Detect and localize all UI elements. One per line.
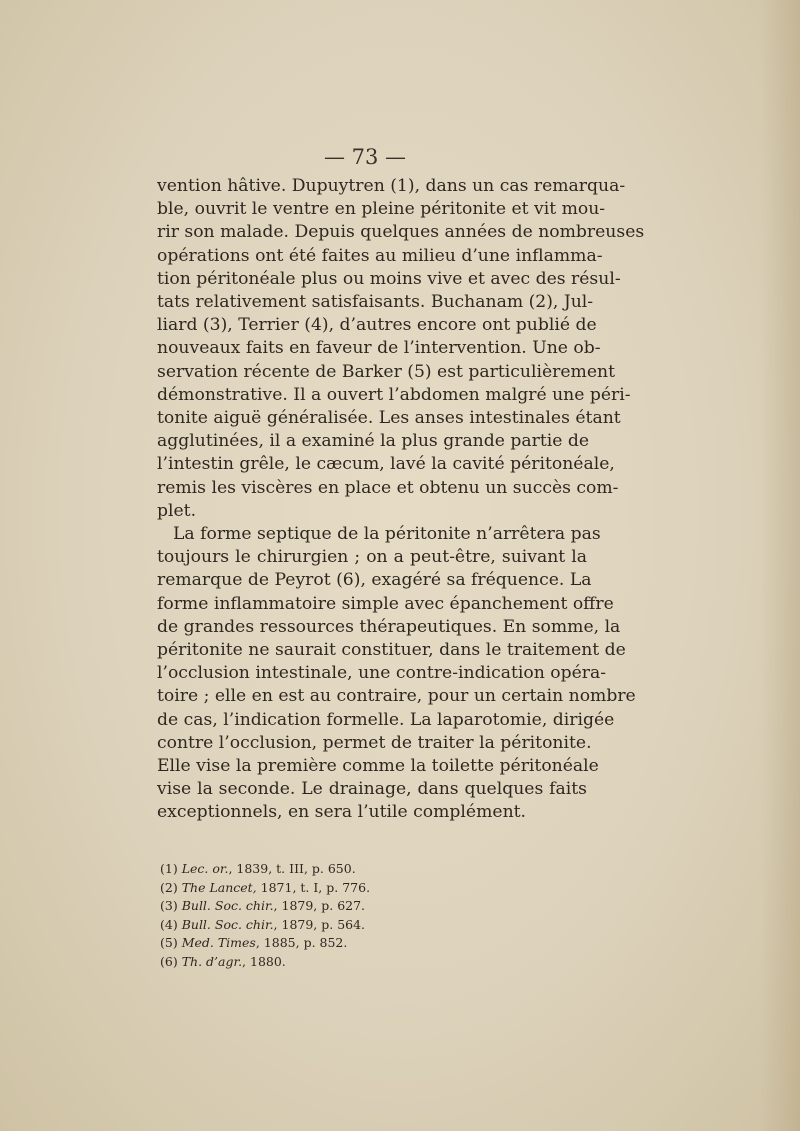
- footnote: [160, 916, 370, 935]
- text-line: démonstrative. Il a ouvert l’abdomen malgré une péri-: [157, 384, 631, 405]
- text-line: agglutinées, il a examiné la plus grande partie de: [157, 431, 590, 452]
- footnote: [160, 953, 370, 972]
- footnote-number: (5): [160, 935, 178, 951]
- page-edge-shadow: [760, 0, 800, 1131]
- footnote-number: (6): [160, 953, 178, 969]
- footnote-number: (3): [160, 898, 178, 914]
- footnote-source: Bull. Soc. chir.: [181, 916, 274, 932]
- footnote: [160, 897, 370, 916]
- text-line: toujours le chirurgien ; on a peut-être, suivant la: [157, 547, 587, 568]
- text-line: La forme septique de la péritonite n’arrêtera pas: [173, 524, 601, 545]
- footnote-source: Lec. or.: [181, 861, 229, 876]
- text-line: remarque de Peyrot (6), exagéré sa fréquence. La: [157, 570, 592, 591]
- text-line: tonite aiguë généralisée. Les anses intestinales étant: [157, 408, 621, 429]
- text-line: servation récente de Barker (5) est particulièrement: [157, 361, 615, 382]
- text-line: de cas, l’indication formelle. La laparotomie, dirigée: [157, 709, 615, 730]
- text-line: ble, ouvrit le ventre en pleine péritonite et vit mou-: [157, 199, 606, 220]
- text-line: exceptionnels, en sera l’utile complément.: [157, 802, 527, 823]
- footnote-detail: , 1839, t. III, p. 650.: [228, 861, 356, 876]
- text-line: Elle vise la première comme la toilette péritonéale: [157, 756, 599, 777]
- text-line: toire ; elle en est au contraire, pour un certain nombre: [157, 686, 636, 707]
- footnote-number: (4): [160, 916, 178, 932]
- footnote-number: (1): [160, 861, 178, 876]
- footnote-source: Bull. Soc. chir.: [181, 898, 274, 914]
- text-line: tion péritonéale plus ou moins vive et avec des résul-: [157, 268, 621, 289]
- text-line: contre l’occlusion, permet de traiter la péritonite.: [157, 732, 592, 753]
- text-line: forme inflammatoire simple avec épanchement offre: [157, 593, 614, 614]
- footnote: [160, 860, 370, 879]
- footnote-source: Med. Times: [181, 935, 256, 951]
- page-number: — 73 —: [323, 145, 407, 169]
- text-line: péritonite ne saurait constituer, dans le traitement de: [157, 640, 626, 661]
- text-line: tats relativement satisfaisants. Buchanam (2), Jul-: [157, 292, 594, 313]
- footnote-number: (2): [160, 879, 178, 895]
- text-line: l’occlusion intestinale, une contre-indication opéra-: [157, 663, 607, 684]
- text-line: rir son malade. Depuis quelques années de nombreuses: [157, 222, 645, 243]
- footnote: [160, 879, 370, 898]
- footnote-detail: 1871, t. I, p. 776.: [256, 879, 371, 895]
- text-line: liard (3), Terrier (4), d’autres encore ont publié de: [157, 315, 597, 336]
- text-line: plet.: [157, 500, 197, 521]
- footnote-detail: , 1885, p. 852.: [255, 935, 348, 951]
- text-line: de grandes ressources thérapeutiques. En somme, la: [157, 616, 621, 637]
- footnote-detail: , 1879, p. 564.: [273, 916, 366, 932]
- text-line: nouveaux faits en faveur de l’intervention. Une ob-: [157, 338, 601, 359]
- footnote: [160, 934, 370, 953]
- body-text: [157, 175, 645, 825]
- footnotes: [160, 860, 370, 972]
- footnote-detail: , 1880.: [242, 953, 286, 969]
- footnote-detail: , 1879, p. 627.: [273, 898, 366, 914]
- text-line: vise la seconde. Le drainage, dans quelques faits: [157, 779, 587, 800]
- footnote-source: Th. d’agr.: [181, 953, 243, 969]
- text-line: l’intestin grêle, le cæcum, lavé la cavité péritonéale,: [157, 454, 615, 475]
- text-line: vention hâtive. Dupuytren (1), dans un cas remarqua-: [157, 176, 626, 196]
- text-line: opérations ont été faites au milieu d’une inflamma-: [157, 245, 603, 266]
- footnote-source: The Lancet,: [181, 879, 257, 895]
- text-line: remis les viscères en place et obtenu un succès com-: [157, 477, 619, 498]
